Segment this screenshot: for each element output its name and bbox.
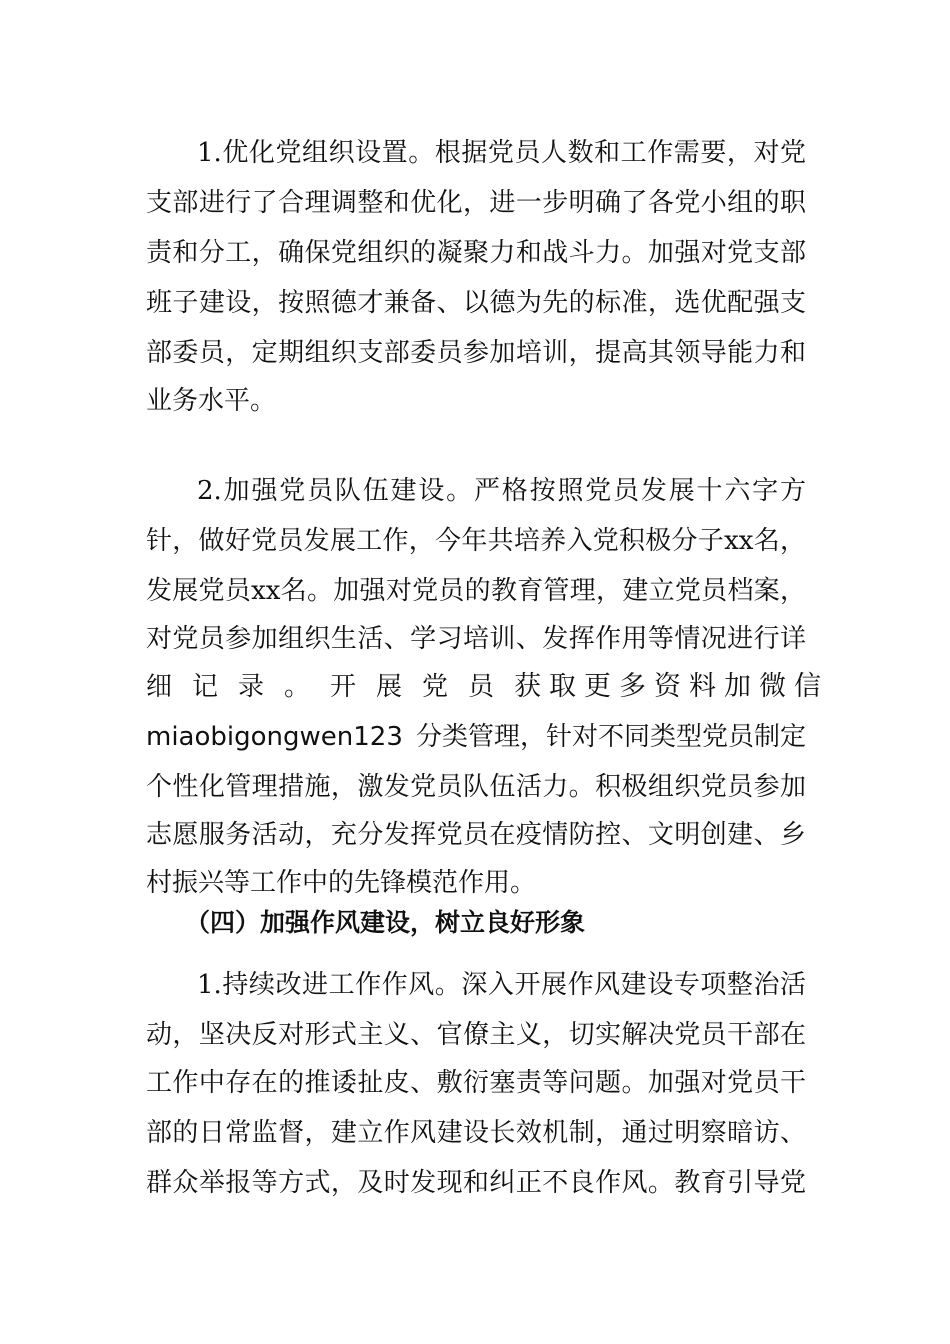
paragraph-1-line-6: 业务水平。 (146, 386, 277, 416)
paragraph-2-line-2: 针，做好党员发展工作，今年共培养入党积极分子xx名， (146, 526, 806, 556)
paragraph-2-line-6 (146, 712, 806, 762)
paragraph-2-line-8: 志愿服务活动，充分发挥党员在疫情防控、文明创建、乡 (146, 820, 806, 850)
paragraph-3-line-1: 1.持续改进工作作风。深入开展作风建设专项整治活 (197, 970, 806, 1000)
paragraph-2-line-5 (146, 662, 830, 712)
watermark-text-cn: 获取更多资料加微信 (514, 671, 830, 702)
paragraph-3-line-4: 部的日常监督，建立作风建设长效机制，通过明察暗访、 (146, 1118, 806, 1148)
paragraph-3-line-3: 工作中存在的推诿扯皮、敷衍塞责等问题。加强对党员干 (146, 1068, 806, 1098)
watermark-text-id: miaobigongwen123 (146, 722, 403, 752)
paragraph-1-line-5: 部委员，定期组织支部委员参加培训，提高其领导能力和 (146, 338, 806, 368)
paragraph-2-line-3: 发展党员xx名。加强对党员的教育管理，建立党员档案， (146, 576, 806, 606)
paragraph-3-line-2: 动，坚决反对形式主义、官僚主义，切实解决党员干部在 (146, 1020, 806, 1050)
paragraph-1-line-2: 支部进行了合理调整和优化，进一步明确了各党小组的职 (146, 188, 806, 218)
paragraph-1-line-1: 1.优化党组织设置。根据党员人数和工作需要，对党 (197, 138, 806, 168)
paragraph-2-line-6-text: 分类管理，针对不同类型党员制定 (415, 722, 806, 752)
paragraph-2-line-9: 村振兴等工作中的先锋模范作用。 (146, 868, 537, 898)
paragraph-2-line-7: 个性化管理措施，激发党员队伍活力。积极组织党员参加 (146, 772, 806, 802)
section-heading: （四）加强作风建设，树立良好形象 (185, 908, 586, 937)
paragraph-2-line-5-text: 细记录。开展党员 (146, 672, 515, 702)
paragraph-2-line-4: 对党员参加组织生活、学习培训、发挥作用等情况进行详 (146, 624, 806, 654)
paragraph-1-line-4: 班子建设，按照德才兼备、以德为先的标准，选优配强支 (146, 288, 806, 318)
paragraph-1-line-3: 责和分工，确保党组织的凝聚力和战斗力。加强对党支部 (146, 238, 806, 268)
paragraph-2-line-1: 2.加强党员队伍建设。严格按照党员发展十六字方 (197, 476, 806, 506)
paragraph-3-line-5: 群众举报等方式，及时发现和纠正不良作风。教育引导党 (146, 1168, 806, 1198)
